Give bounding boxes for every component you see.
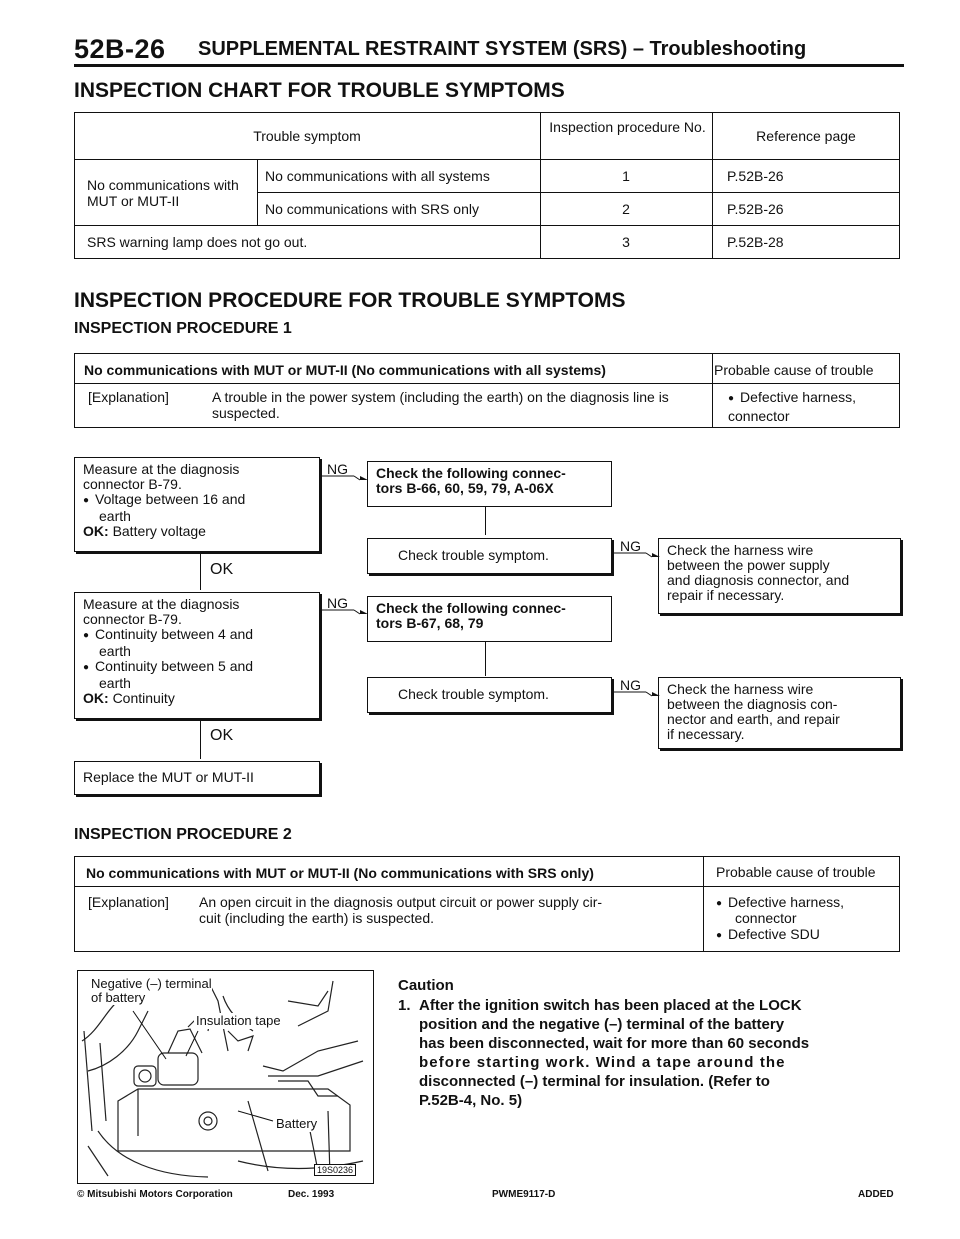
caution-line: After the ignition switch has been placed at the LOCK [419,997,802,1014]
page-title: SUPPLEMENTAL RESTRAINT SYSTEM (SRS) – Troubleshooting [198,38,807,60]
flow-text: repair if necessary. [667,587,785,603]
footer-code: PWME9117-D [492,1189,556,1200]
caution-number: 1. [398,997,411,1014]
proc1-hline [74,383,900,384]
table-hline [257,192,900,193]
flow-text: between the diagnosis con- [667,696,838,712]
flow-text: Check the harness wire [667,542,814,558]
figure-code: 19S0236 [314,1164,356,1176]
proc2-expl-line: cuit (including the earth) is suspected. [199,910,435,926]
flow-check-connectors-2 [367,596,612,642]
caution-line: P.52B-4, No. 5) [419,1092,523,1109]
flow-check-connectors-1 [367,461,612,507]
proc2-title: No communications with MUT or MUT-II (No communications with SRS only) [86,865,594,881]
label-battery: Battery [276,1116,318,1131]
flow-text: earth [99,508,131,524]
proc1-heading: INSPECTION PROCEDURE 1 [74,320,292,337]
table-hline [74,159,900,160]
label-text: of battery [91,990,146,1005]
proc2-expl-label: [Explanation] [88,894,169,910]
caution-heading: Caution [398,977,454,994]
header-rule [74,64,904,67]
flow-text: between the power supply [667,557,830,573]
flow-ng-label: NG [327,461,348,477]
flow-text: earth [99,643,131,659]
flow-connector [200,719,201,759]
flow-text: connector B-79. [83,611,182,627]
proc1-cause: ● Defective harness, connector [728,389,893,424]
label-text: Negative (–) terminal [91,976,212,991]
flow-text: earth [99,675,131,691]
flow-ok-label: OK [210,561,234,578]
ok-label: OK: [83,523,109,539]
flow-step-replace: Replace the MUT or MUT-II [74,761,320,795]
flow-text: ● Voltage between 16 and [83,492,311,509]
row-procedure-no: 2 [622,201,630,217]
proc1-title: No communications with MUT or MUT-II (No communications with all systems) [84,362,606,378]
flow-text: tors B-67, 68, 79 [376,615,484,631]
flow-text: Check the following connec- [376,465,566,481]
proc2-cause: ● Defective SDU [716,926,820,945]
row-procedure-no: 1 [622,168,630,184]
caution-line: position and the negative (–) terminal of the battery [419,1016,785,1033]
ok-value: Battery voltage [112,523,206,539]
flow-text: Measure at the diagnosis [83,461,240,477]
caution-text [419,996,904,1110]
proc2-cause: connector [735,910,797,926]
flow-harness-check-2 [658,677,901,749]
proc2-cause-header: Probable cause of trouble [716,864,876,880]
proc1-expl-label: [Explanation] [88,389,169,405]
flow-connector [485,507,486,535]
flow-step-measure-continuity [74,592,320,719]
caution-line: has been disconnected, wait for more than 60 seconds [419,1035,810,1052]
table-vline [257,160,258,226]
proc2-vline [703,856,704,952]
col-header-procedure: Inspection procedure No. [549,119,706,135]
row-reference: P.52B-26 [727,201,784,217]
chart-heading: INSPECTION CHART FOR TROUBLE SYMPTOMS [74,79,565,102]
ok-label: OK: [83,690,109,706]
proc1-vline [712,353,713,428]
flow-text: Check the following connec- [376,600,566,616]
flow-ok-label: OK [210,727,234,744]
flow-text: ● Continuity between 4 and [83,627,311,644]
footer-copyright: © Mitsubishi Motors Corporation [77,1189,233,1200]
flow-text: connector B-79. [83,476,182,492]
col-header-symptom: Trouble symptom [253,128,361,144]
procedures-heading: INSPECTION PROCEDURE FOR TROUBLE SYMPTOMS [74,289,626,312]
label-insulation-tape: Insulation tape [196,1013,281,1028]
flow-ng-label: NG [620,677,641,693]
flow-ng-arrow [320,472,370,486]
flow-text: tors B-66, 60, 59, 79, A-06X [376,480,554,496]
label-negative-terminal [91,977,212,1005]
proc2-hline [74,886,900,887]
flow-text: and diagnosis connector, and [667,572,850,588]
table-hline [74,225,900,226]
proc2-cause: ● Defective harness, [716,894,844,913]
flow-check-symptom-1: Check trouble symptom. [367,538,612,574]
row-reference: P.52B-26 [727,168,784,184]
proc1-expl-text: A trouble in the power system (including the earth) on the diagnosis line is suspected. [212,389,669,421]
flow-connector [200,552,201,590]
row-symptom: No communications with all systems [265,168,490,184]
flow-ng-label: NG [327,595,348,611]
row-reference: P.52B-28 [727,234,784,250]
flow-check-symptom-2: Check trouble symptom. [367,677,612,713]
ok-value: Continuity [112,690,175,706]
page-number: 52B-26 [74,34,166,64]
battery-illustration [77,970,374,1184]
flow-text: Check the harness wire [667,681,814,697]
flow-ng-arrow [612,688,660,702]
footer-status: ADDED [858,1189,894,1200]
flow-harness-check-1 [658,538,901,614]
flow-ng-arrow [612,549,660,563]
flow-text: if necessary. [667,726,745,742]
flow-step-measure-voltage [74,457,320,552]
flow-ng-arrow [320,606,370,620]
flow-connector [485,642,486,676]
proc2-expl-line: An open circuit in the diagnosis output circuit or power supply cir- [199,894,603,910]
footer-date: Dec. 1993 [288,1189,335,1200]
row-symptom: No communications with SRS only [265,201,479,217]
group-label: No communications with MUT or MUT-II [87,177,239,209]
row-procedure-no: 3 [622,234,630,250]
flow-text: Measure at the diagnosis [83,596,240,612]
col-header-reference: Reference page [756,128,856,144]
caution-line: before starting work. Wind a tape around the [419,1054,786,1071]
proc2-heading: INSPECTION PROCEDURE 2 [74,826,292,843]
flow-text: ● Continuity between 5 and [83,659,311,676]
caution-line: disconnected (–) terminal for insulation. (Refer to [419,1073,770,1090]
proc1-cause-header: Probable cause of trouble [714,362,874,378]
flow-text: nector and earth, and repair [667,711,840,727]
flow-ng-label: NG [620,538,641,554]
row-symptom: SRS warning lamp does not go out. [87,234,308,250]
